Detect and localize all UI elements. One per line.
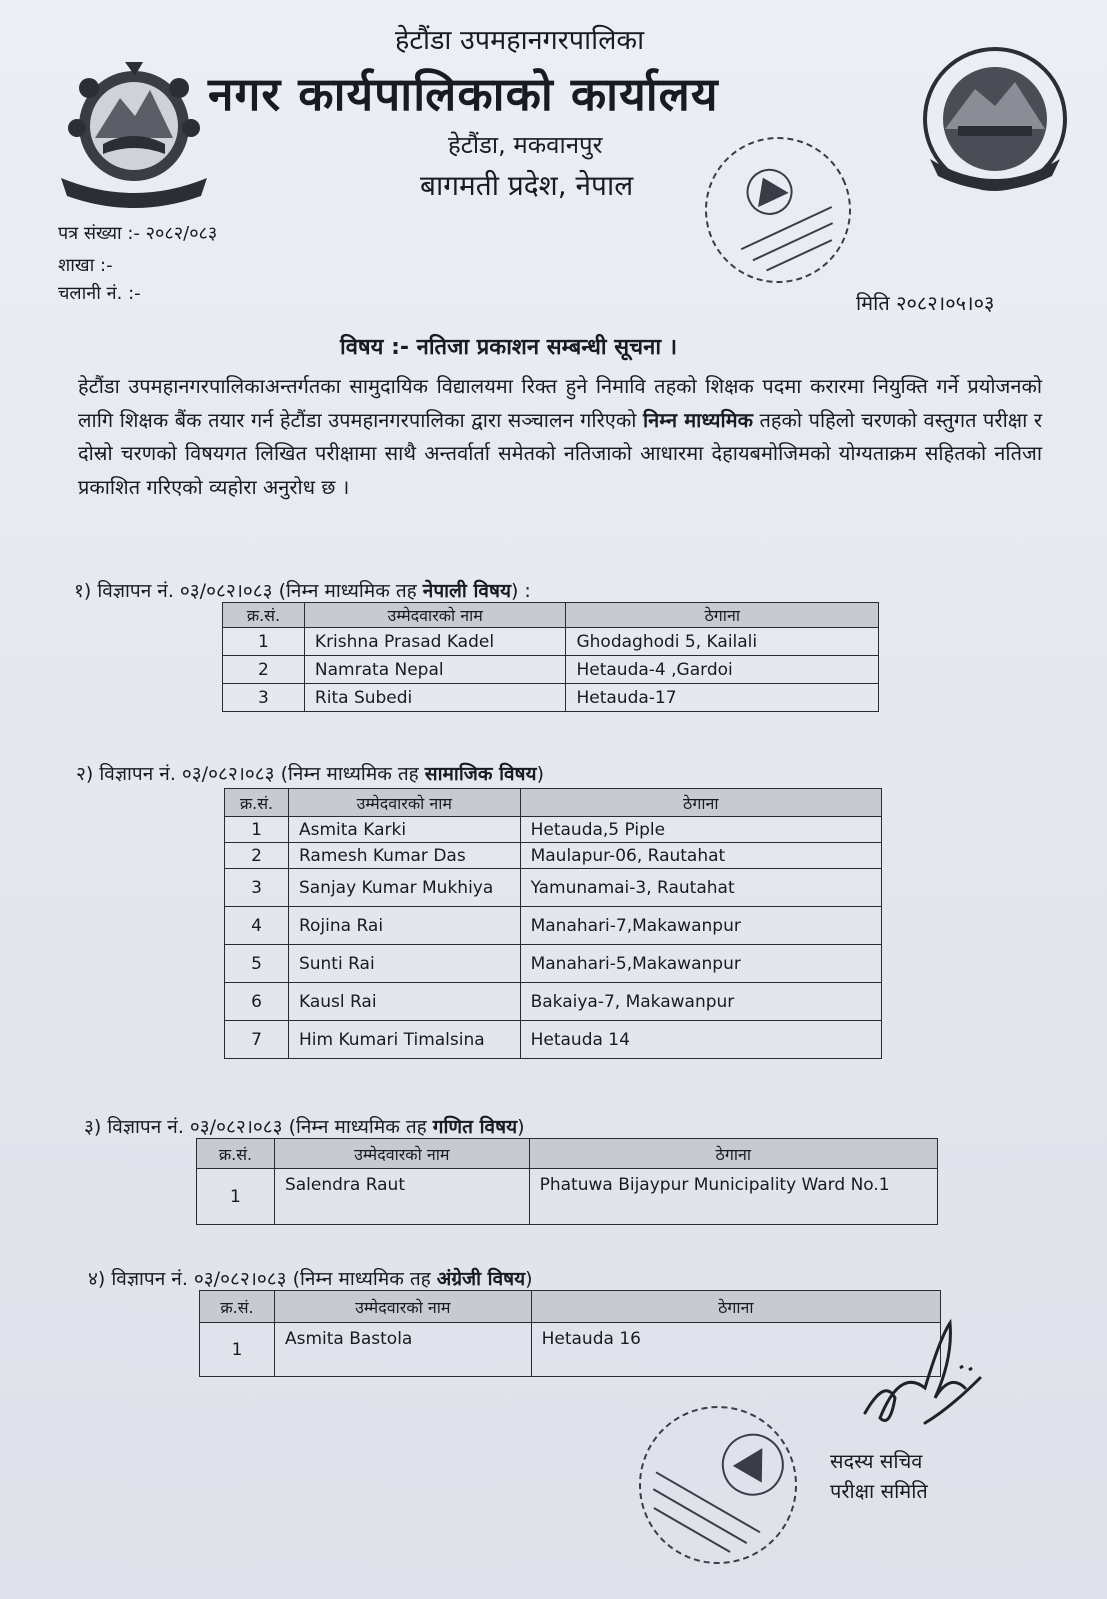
office-seal-stamp xyxy=(698,130,858,290)
cell-name: Salendra Raut xyxy=(274,1169,529,1225)
header-name: उम्मेदवारको नाम xyxy=(274,1291,531,1323)
header-name: उम्मेदवारको नाम xyxy=(274,1139,529,1169)
notice-date: मिति २०८२।०५।०३ xyxy=(856,291,995,315)
cell-address: Phatuwa Bijaypur Municipality Ward No.1 xyxy=(529,1169,937,1225)
notice-subject: विषय :- नतिजा प्रकाशन सम्बन्धी सूचना । xyxy=(340,335,678,360)
municipality-name: हेटौंडा उपमहानगरपालिका xyxy=(395,25,645,56)
table-row xyxy=(223,684,879,712)
header-address: ठेगाना xyxy=(520,789,881,817)
cell-sn: 1 xyxy=(197,1169,275,1225)
header-sn: क्र.सं. xyxy=(225,789,289,817)
cell-name: Sunti Rai xyxy=(288,945,520,983)
results-table-nepali xyxy=(222,602,879,712)
branch-label: शाखा :- xyxy=(58,255,113,276)
section-4-subject: अंग्रेजी विषय xyxy=(436,1268,526,1290)
letter-number: पत्र संख्या :- २०८२/०८३ xyxy=(58,223,218,244)
section-4-heading xyxy=(88,1265,533,1291)
table-header-row xyxy=(225,789,882,817)
cell-name: Namrata Nepal xyxy=(304,656,566,684)
notice-body xyxy=(78,370,1042,504)
cell-sn: 7 xyxy=(225,1021,289,1059)
cell-address: Hetauda,5 Piple xyxy=(520,817,881,843)
header-name: उम्मेदवारको नाम xyxy=(288,789,520,817)
cell-address: Bakaiya-7, Makawanpur xyxy=(520,983,881,1021)
cell-address: Hetauda 16 xyxy=(531,1323,940,1377)
cell-sn: 3 xyxy=(225,869,289,907)
header-address: ठेगाना xyxy=(531,1291,940,1323)
results-table-social xyxy=(224,788,882,1059)
table-row xyxy=(223,628,879,656)
section-2-subject: सामाजिक विषय xyxy=(424,763,537,785)
cell-address: Hetauda-4 ,Gardoi xyxy=(566,656,879,684)
hetauda-city-logo xyxy=(920,44,1070,194)
cell-address: Manahari-5,Makawanpur xyxy=(520,945,881,983)
header-sn: क्र.सं. xyxy=(223,603,305,628)
section-1-heading xyxy=(74,577,531,603)
header-name: उम्मेदवारको नाम xyxy=(304,603,566,628)
signatory-designation: सदस्य सचिव xyxy=(830,1449,923,1473)
table-row xyxy=(225,1021,882,1059)
office-seal-stamp-bottom xyxy=(628,1395,808,1575)
header-address: ठेगाना xyxy=(566,603,879,628)
office-province: बागमती प्रदेश, नेपाल xyxy=(420,169,634,202)
table-row xyxy=(225,907,882,945)
cell-sn: 6 xyxy=(225,983,289,1021)
table-row xyxy=(225,983,882,1021)
section-2-prefix: २) विज्ञापन नं. ०३/०८२।०८३ (निम्न माध्यमिक तह xyxy=(76,763,425,785)
header-sn: क्र.सं. xyxy=(197,1139,275,1169)
cell-address: Hetauda-17 xyxy=(566,684,879,712)
body-text-2: तहको पहिलो चरणको वस्तुगत परीक्षा र दोस्रो चरणको विषयगत लिखित परीक्षामा साथै अन्तर्वार्ता समेतको नतिजाको आधारमा देहायबमोजिमको योग्यताक्रम सहितको नतिजा प्रकाशित गरिएको व्यहोरा अनुरोध छ । xyxy=(78,407,1043,499)
cell-name: Asmita Karki xyxy=(288,817,520,843)
table-row xyxy=(225,817,882,843)
cell-sn: 4 xyxy=(225,907,289,945)
table-row xyxy=(225,945,882,983)
header-address: ठेगाना xyxy=(529,1139,937,1169)
cell-address: Manahari-7,Makawanpur xyxy=(520,907,881,945)
office-title: नगर कार्यपालिकाको कार्यालय xyxy=(208,67,719,121)
cell-sn: 2 xyxy=(223,656,305,684)
signatory-committee: परीक्षा समिति xyxy=(830,1479,928,1503)
section-1-subject: नेपाली विषय xyxy=(422,580,511,602)
section-1-prefix: १) विज्ञापन नं. ०३/०८२।०८३ (निम्न माध्यमिक तह xyxy=(74,580,423,602)
cell-sn: 3 xyxy=(223,684,305,712)
dispatch-number: चलानी नं. :- xyxy=(58,283,141,304)
cell-address: Hetauda 14 xyxy=(520,1021,881,1059)
cell-name: Ramesh Kumar Das xyxy=(288,843,520,869)
table-row xyxy=(197,1169,938,1225)
handwritten-signature xyxy=(855,1318,985,1438)
cell-name: Sanjay Kumar Mukhiya xyxy=(288,869,520,907)
header-sn: क्र.सं. xyxy=(200,1291,275,1323)
section-3-subject: गणित विषय xyxy=(432,1116,518,1138)
nepal-emblem-logo xyxy=(55,58,213,208)
table-row xyxy=(223,656,879,684)
cell-name: Him Kumari Timalsina xyxy=(288,1021,520,1059)
cell-sn: 1 xyxy=(225,817,289,843)
section-4-prefix: ४) विज्ञापन नं. ०३/०८२।०८३ (निम्न माध्यमिक तह xyxy=(88,1268,437,1290)
cell-name: Rojina Rai xyxy=(288,907,520,945)
cell-name: Rita Subedi xyxy=(304,684,566,712)
signatory-block xyxy=(830,1446,928,1506)
cell-name: Asmita Bastola xyxy=(274,1323,531,1377)
results-table-math xyxy=(196,1138,938,1225)
cell-sn: 1 xyxy=(200,1323,275,1377)
cell-address: Ghodaghodi 5, Kailali xyxy=(566,628,879,656)
office-address: हेटौंडा, मकवानपुर xyxy=(448,131,603,159)
table-header-row xyxy=(197,1139,938,1169)
table-header-row xyxy=(223,603,879,628)
section-3-heading xyxy=(84,1113,525,1139)
cell-sn: 1 xyxy=(223,628,305,656)
body-text-1: हेटौंडा उपमहानगरपालिकाअन्तर्गतका सामुदायिक विद्यालयमा रिक्त हुने निमावि तहको शिक्षक पदमा करारमा नियुक्ति गर्ने प्रयोजनको लागि शिक्षक बैंक तयार गर्न हेटौंडा उपमहानगरपालिका द्वारा सञ्चालन गरिएको xyxy=(78,374,1042,432)
section-2-suffix: ) xyxy=(536,763,544,785)
section-4-suffix: ) xyxy=(525,1268,533,1290)
section-3-prefix: ३) विज्ञापन नं. ०३/०८२।०८३ (निम्न माध्यमिक तह xyxy=(84,1116,433,1138)
table-header-row xyxy=(200,1291,941,1323)
cell-sn: 5 xyxy=(225,945,289,983)
section-1-suffix: ) : xyxy=(510,580,531,602)
table-row xyxy=(200,1323,941,1377)
cell-name: Krishna Prasad Kadel xyxy=(304,628,566,656)
body-text-bold: निम्न माध्यमिक xyxy=(642,407,753,432)
section-2-heading xyxy=(76,760,544,786)
cell-sn: 2 xyxy=(225,843,289,869)
cell-address: Yamunamai-3, Rautahat xyxy=(520,869,881,907)
table-row xyxy=(225,843,882,869)
section-3-suffix: ) xyxy=(517,1116,525,1138)
cell-name: Kausl Rai xyxy=(288,983,520,1021)
cell-address: Maulapur-06, Rautahat xyxy=(520,843,881,869)
table-row xyxy=(225,869,882,907)
results-table-english xyxy=(199,1290,941,1377)
